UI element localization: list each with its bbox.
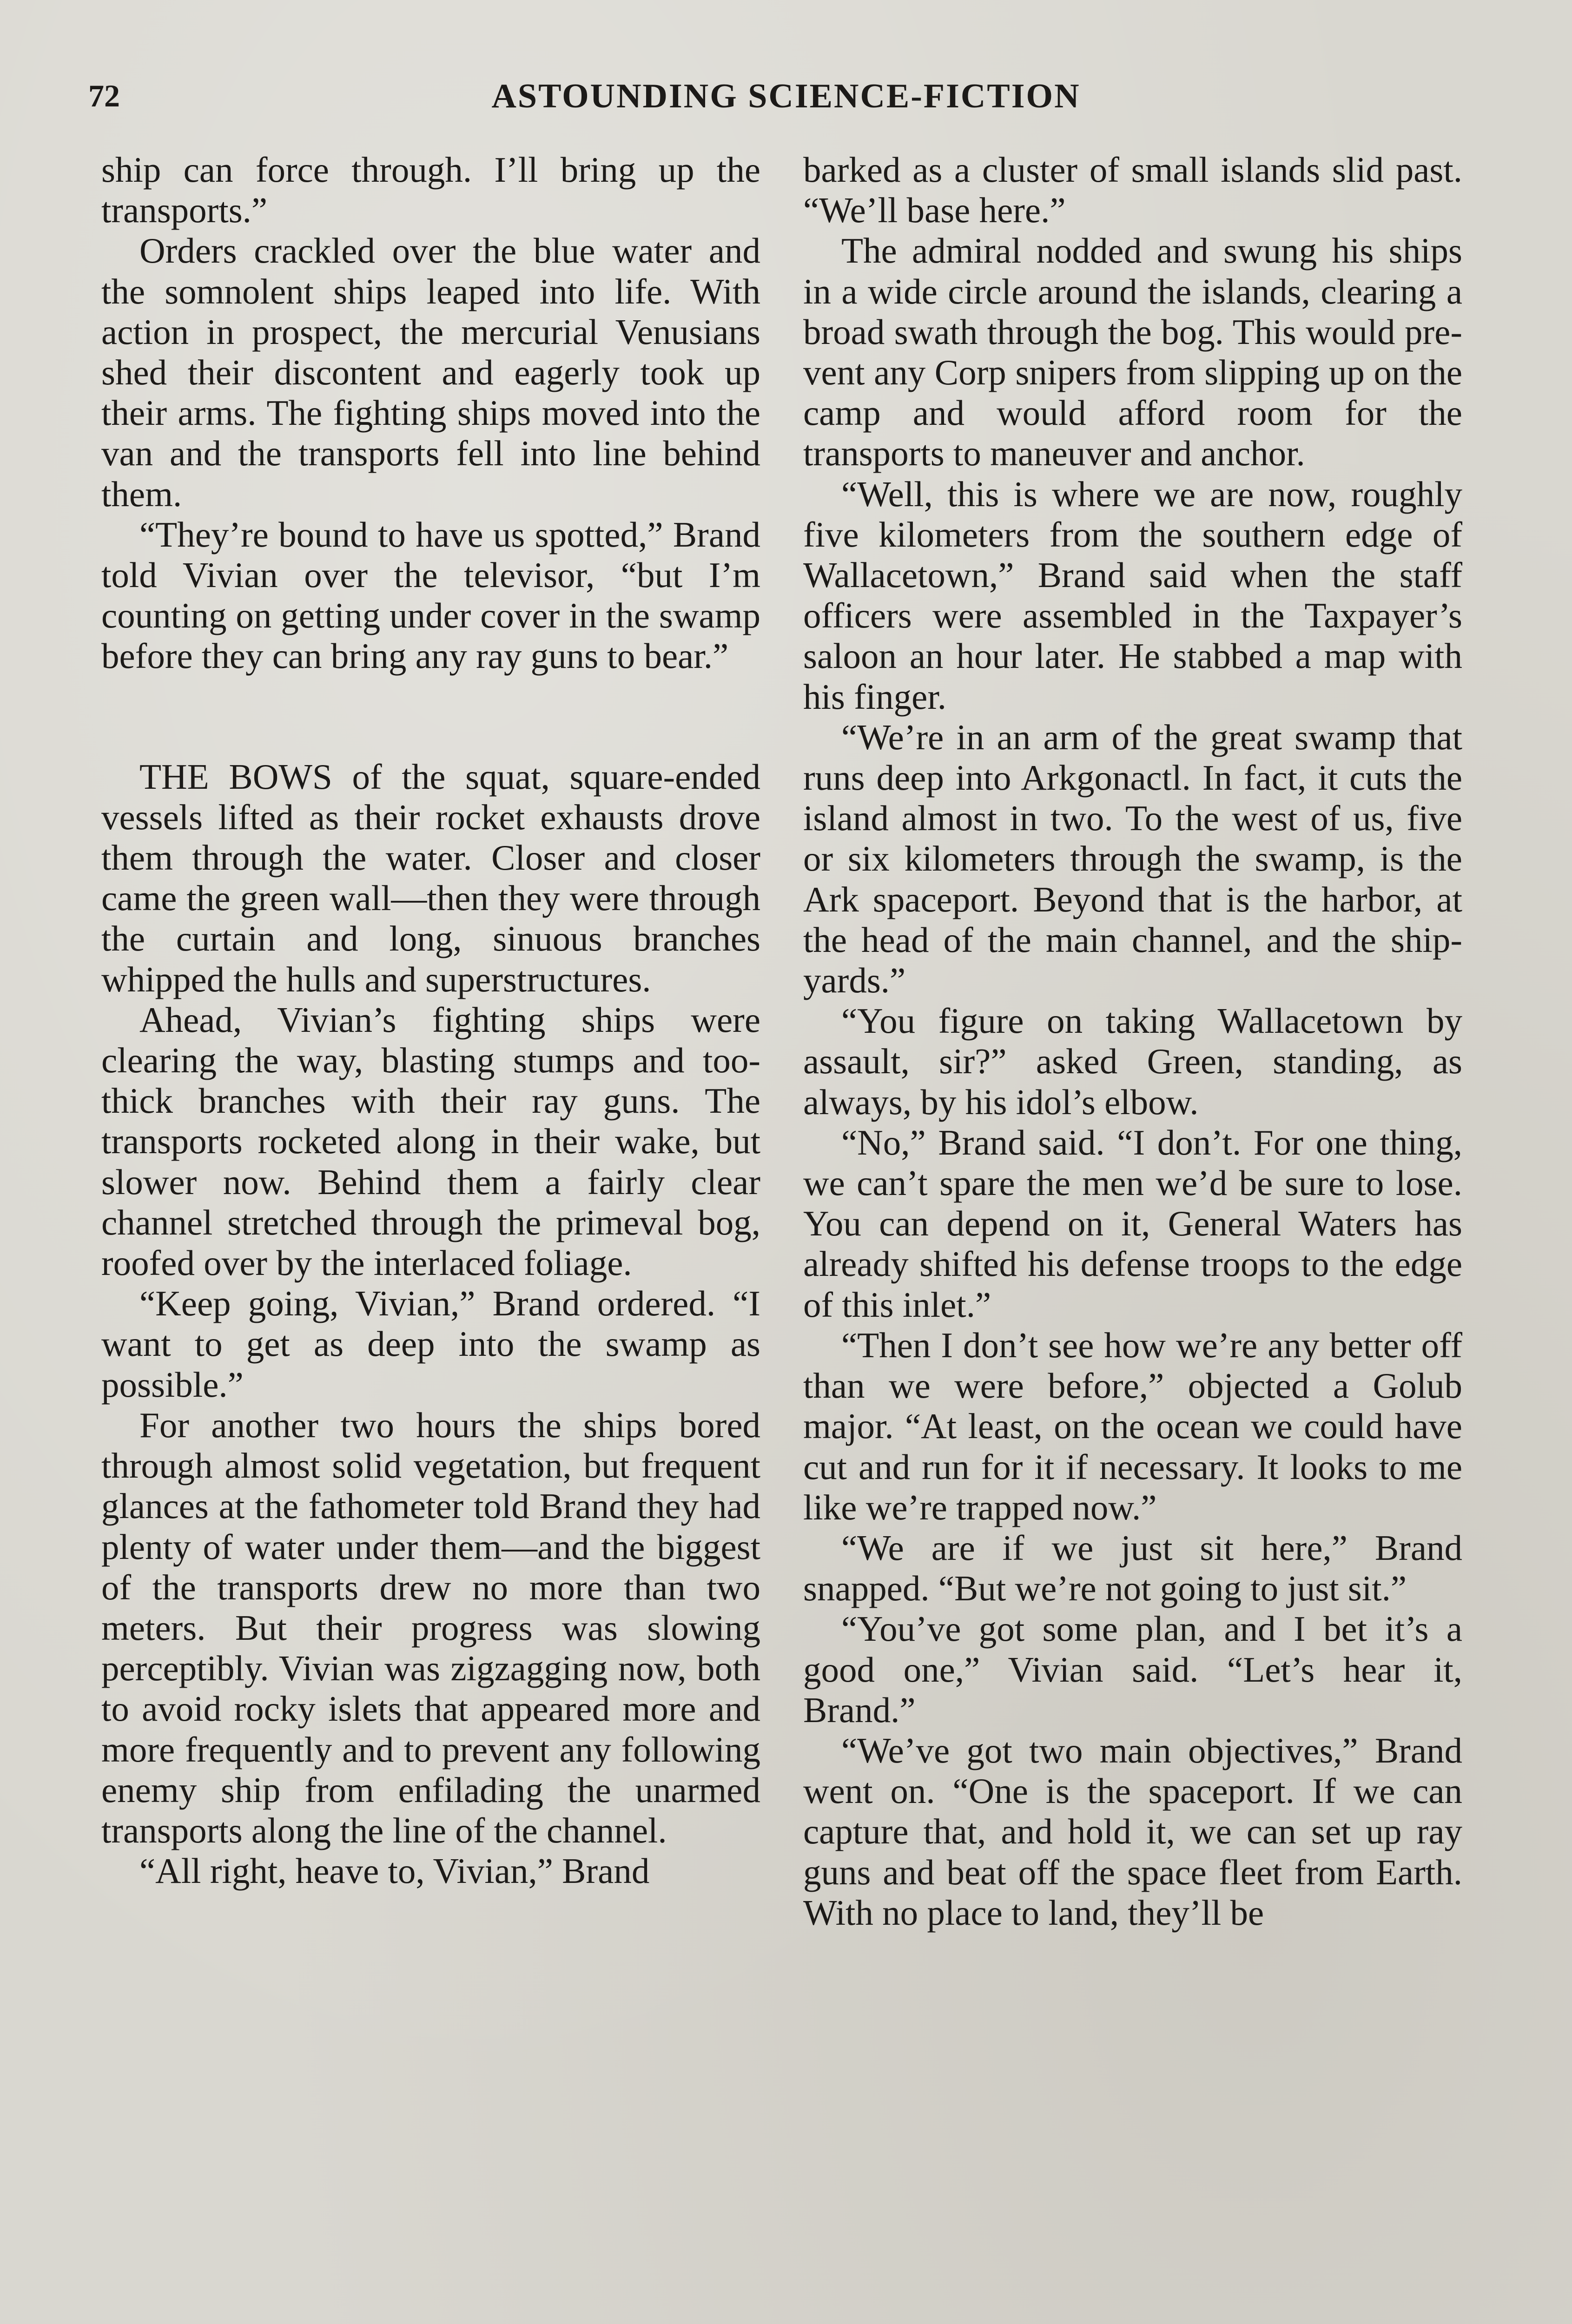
paragraph: ship can force through. I’ll bring up the transports.” [101, 150, 760, 231]
paragraph: Ahead, Vivian’s fighting ships were clearing the way, blasting stumps and too-thick branches with their ray guns. The transports rocketed along in their wake, but slower now. Behind them a fairly clear channel stretched through the primeval bog, roofed over by the interlaced foliage. [101, 999, 760, 1283]
paragraph: barked as a cluster of small islands slid past. “We’ll base here.” [803, 150, 1462, 231]
right-column [803, 150, 1462, 1933]
paragraph: “You’ve got some plan, and I bet it’s a good one,” Vivian said. “Let’s hear it, Brand.” [803, 1609, 1462, 1730]
paragraph: “All right, heave to, Vivian,” Brand [139, 1851, 650, 1891]
paragraph: “Well, this is where we are now, roughly five kilometers from the southern edge of Wallacetown,” Brand said when the staff officers were assembled in the Taxpayer’s saloon an hour later. He stabbed a map with his finger. [803, 474, 1462, 717]
left-column [101, 150, 760, 1891]
paragraph: “Keep going, Vivian,” Brand ordered. “I want to get as deep into the swamp as possible.” [101, 1283, 760, 1405]
paragraph: “No,” Brand said. “I don’t. For one thing, we can’t spare the men we’d be sure to lose. You can depend on it, General Waters has already shifted his defense troops to the edge of this inlet.” [803, 1122, 1462, 1325]
paragraph: “We’ve got two main objectives,” Brand went on. “One is the spaceport. If we can capture that, and hold it, we can set up ray guns and beat off the space fleet from Earth. With no place to land, they’ll be [803, 1730, 1462, 1933]
paragraph: For another two hours the ships bored through almost solid vegetation, but frequent glances at the fathometer told Brand they had plenty of water under them—and the biggest of the transports drew no more than two meters. But their progress was slowing perceptibly. Vivian was zigzagging now, both to avoid rocky islets that appeared more and more frequently and to prevent any following enemy ship from enfilading the unarmed transports along the line of the channel. [101, 1405, 760, 1850]
page-number: 72 [88, 78, 120, 113]
paragraph: The admiral nodded and swung his ships in a wide circle around the islands, clearing a broad swath through the bog. This would prevent any Corp snipers from slipping up on the camp and would afford room for the transports to maneuver and anchor. [803, 231, 1462, 474]
running-head: ASTOUNDING SCIENCE-FICTION [491, 77, 1081, 115]
paragraph: “They’re bound to have us spotted,” Brand told Vivian over the televisor, “but I’m counting on getting under cover in the swamp before they can bring any ray guns to bear.” [101, 514, 760, 676]
paragraph: “Then I don’t see how we’re any better off than we were before,” objected a Golub major. “At least, on the ocean we could have cut and run for it if necessary. It looks to me like we’re trapped now.” [803, 1325, 1462, 1527]
paragraph: Orders crackled over the blue water and the somnolent ships leaped into life. With action in prospect, the mercurial Venusians shed their discontent and eagerly took up their arms. The fighting ships moved into the van and the transports fell into line behind them. [101, 231, 760, 514]
paragraph: “We’re in an arm of the great swamp that runs deep into Arkgonactl. In fact, it cuts the island almost in two. To the west of us, five or six kilometers through the swamp, is the Ark spaceport. Beyond that is the harbor, at the head of the main channel, and the shipyards.” [803, 717, 1462, 1001]
paragraph: “We are if we just sit here,” Brand snapped. “But we’re not going to just sit.” [803, 1527, 1462, 1609]
paragraph: “You figure on taking Wallacetown by assault, sir?” asked Green, standing, as always, by his idol’s elbow. [803, 1001, 1462, 1122]
section-start-paragraph: THE BOWS of the squat, square-ended vessels lifted as their rocket exhausts drove them through the water. Closer and closer came the green wall—then they were through the curtain and long, sinuous branches whipped the hulls and superstructures. [101, 756, 760, 999]
